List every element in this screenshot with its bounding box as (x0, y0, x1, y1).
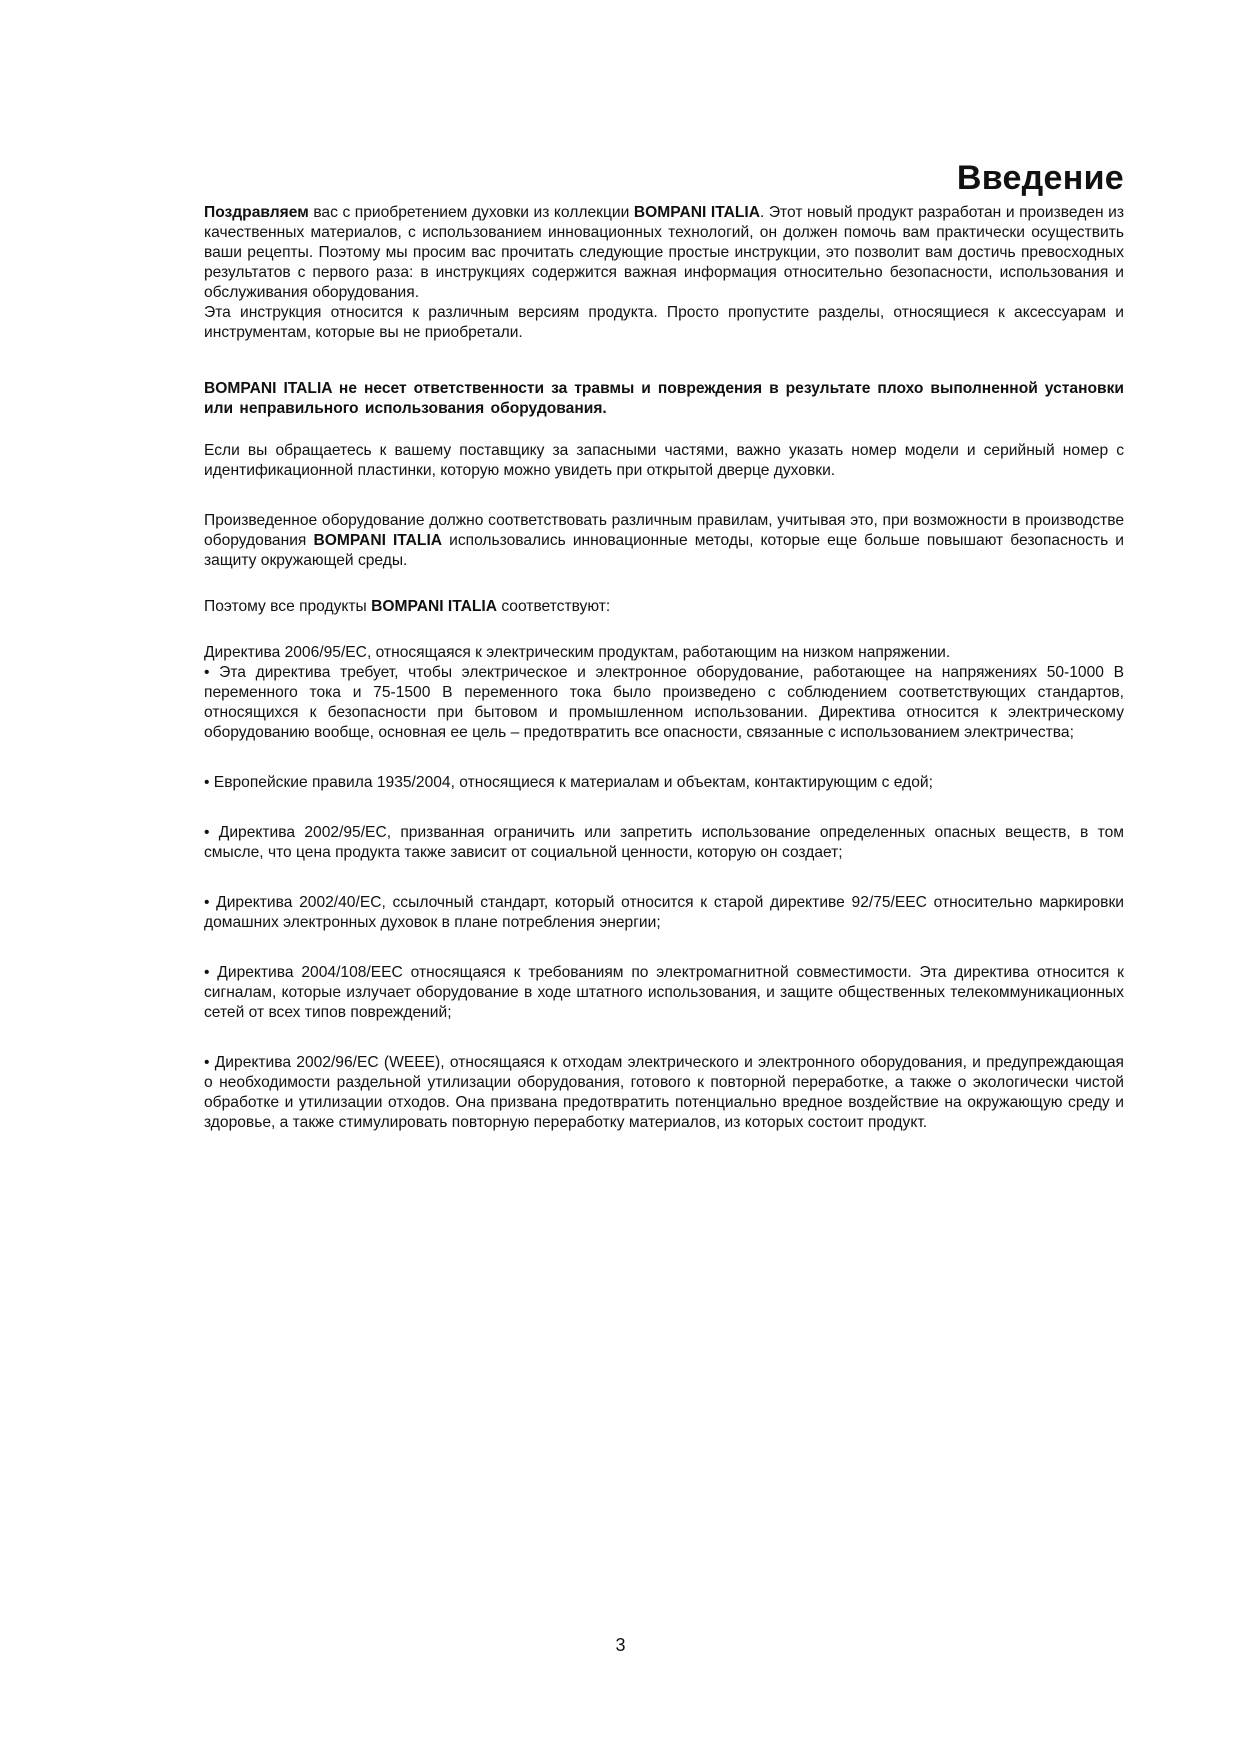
products-comply-text-2: соответствуют: (497, 598, 611, 615)
intro-lead: Поздравляем (204, 204, 309, 221)
directive-low-voltage-text: • Эта директива требует, чтобы электрическое и электронное оборудование, работающее на напряжениях 50-1000 В переменного тока и 75-1500 В переменного тока было произведено с соблюдением соответствующих стандартов, относящихся к безопасности при бытовом и промышленном использовании. Директива относится к электрическому оборудованию вообще, основная ее цель – предотвратить все опасности, связанные с использованием электричества; (204, 664, 1124, 741)
weee-item: • Директива 2002/96/ЕС (WEEE), относящаяся к отходам электрического и электронного оборудования, и предупреждающая о необходимости раздельной утилизации оборудования, готового к повторной переработке, а также о экологически чистой обработке и утилизации отходов. Она призвана предотвратить потенциально вредное воздействие на окружающую среду и здоровье, а также стимулировать повторную переработку материалов, из которых состоит продукт. (204, 1054, 1124, 1131)
intro-text-1: вас с приобретением духовки из коллекции (308, 204, 634, 221)
spare-parts-paragraph: Если вы обращаетесь к вашему поставщику за запасными частями, важно указать номер модели и серийный номер с идентификационной пластинки, которую можно увидеть при открытой дверце духовки. (204, 442, 1124, 479)
liability-paragraph (204, 379, 1124, 419)
energy-label-item: • Директива 2002/40/ЕС, ссылочный стандарт, который относится к старой директиве 92/75/ЕЕС относительно маркировки домашних электронных духовок в плане потребления энергии; (204, 894, 1124, 931)
food-contact-item: • Европейские правила 1935/2004, относящиеся к материалам и объектам, контактирующим с едой; (204, 774, 933, 791)
intro-paragraph (204, 203, 1124, 303)
page-title: Введение (956, 159, 1124, 197)
versions-note: Эта инструкция относится к различным версиям продукта. Просто пропустите разделы, относящиеся к аксессуарам и инструментам, которые вы не приобретали. (204, 304, 1124, 341)
compliance-paragraph (204, 511, 1124, 571)
products-comply-brand: BOMPANI ITALIA (371, 598, 497, 615)
intro-text-2: . Этот новый продукт разработан и произведен из качественных материалов, с использованием инновационных технологий, он должен помочь вам практически осуществить ваши рецепты. Поэтому мы просим вас прочитать следующие простые инструкции, это позволит вам достичь превосходных результатов с первого раза: в инструкциях содержится важная информация относительно безопасности, использования и обслуживания оборудования. (204, 204, 1124, 301)
intro-brand: BOMPANI ITALIA (633, 204, 760, 221)
products-comply-text-1: Поэтому все продукты (204, 598, 372, 615)
liability-text: не несет ответственности за травмы и повреждения в результате плохо выполненной установки или неправильного использования оборудования. (204, 380, 1124, 417)
liability-brand: BOMPANI ITALIA (204, 380, 332, 397)
directive-low-voltage-title: Директива 2006/95/ЕС, относящаяся к электрическим продуктам, работающим на низком напряжении. (204, 644, 951, 661)
products-comply-paragraph (204, 597, 1124, 617)
compliance-text-2: использовались инновационные методы, которые еще больше повышают безопасность и защиту окружающей среды. (204, 532, 1124, 569)
rohs-item: • Директива 2002/95/ЕС, призванная ограничить или запретить использование определенных опасных веществ, в том смысле, что цена продукта также зависит от социальной ценности, которую он создает; (204, 824, 1124, 861)
page-number: 3 (615, 1635, 626, 1655)
emc-item: • Директива 2004/108/ЕЕС относящаяся к требованиям по электромагнитной совместимости. Эта директива относится к сигналам, которые излучает оборудование в ходе штатного использования, и защите общественных телекоммуникационных сетей от всех типов повреждений; (204, 964, 1124, 1021)
compliance-brand: BOMPANI ITALIA (313, 532, 443, 549)
compliance-text-1: Произведенное оборудование должно соответствовать различным правилам, учитывая это, при возможности в производстве оборудования (204, 512, 1124, 549)
document-body (204, 203, 1124, 1133)
